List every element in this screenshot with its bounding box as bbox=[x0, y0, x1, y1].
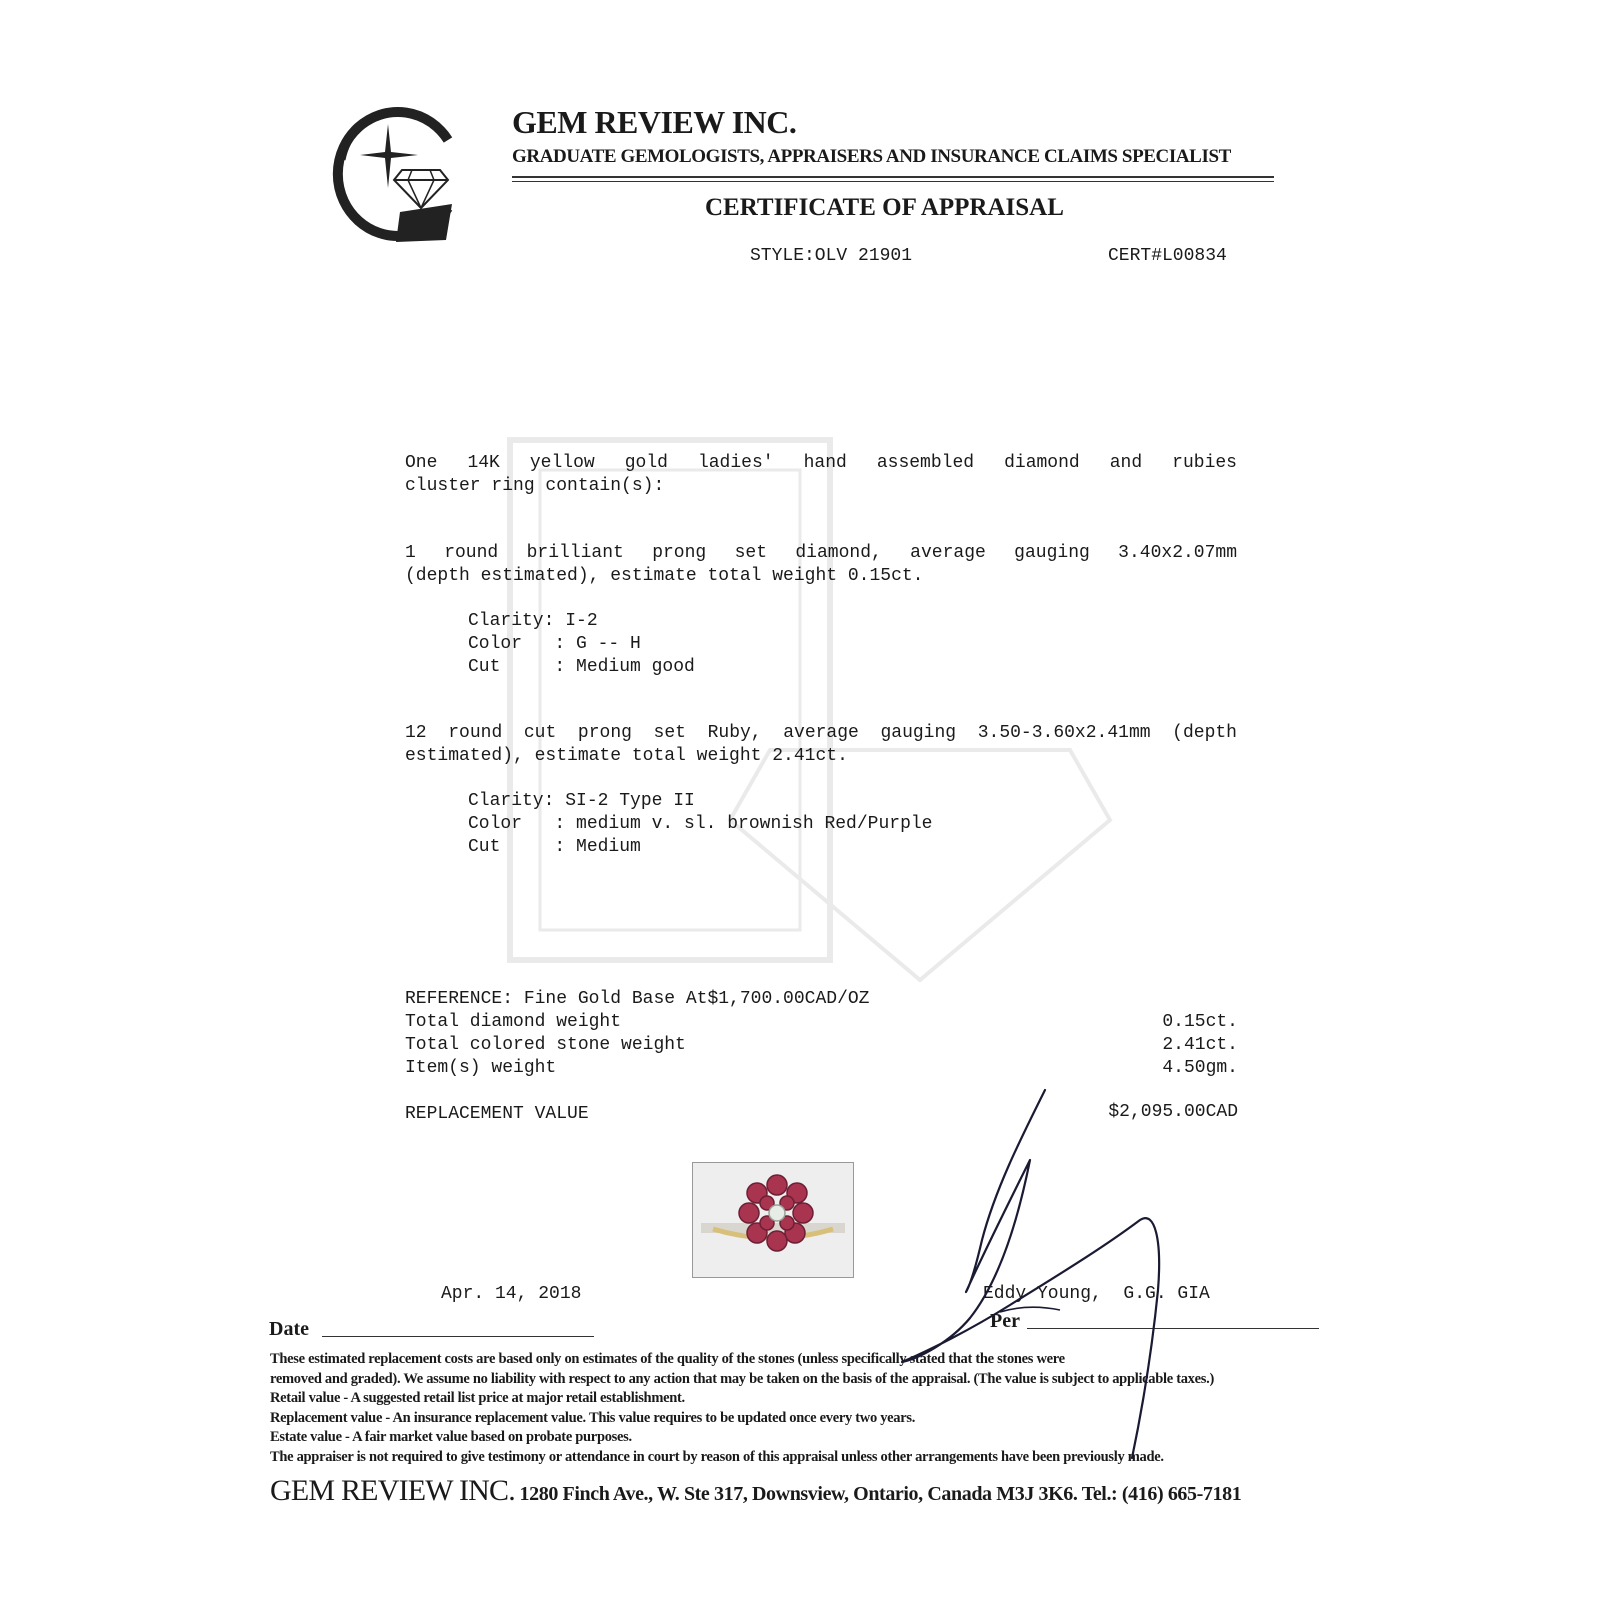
style-number: STYLE:OLV 21901 bbox=[750, 246, 913, 266]
company-logo bbox=[330, 100, 460, 250]
company-tagline: GRADUATE GEMOLOGISTS, APPRAISERS AND INSURANCE CLAIMS SPECIALIST bbox=[512, 146, 1231, 167]
per-label: Per bbox=[990, 1310, 1020, 1332]
ruby-color: Color : medium v. sl. brownish Red/Purple bbox=[468, 814, 933, 834]
item-description-line2: cluster ring contain(s): bbox=[405, 476, 665, 496]
footer-company-name: GEM REVIEW INC. bbox=[270, 1474, 515, 1507]
header-rule-thin bbox=[512, 181, 1274, 182]
disclaimer-line: Retail value - A suggested retail list price at major retail establishment. bbox=[270, 1390, 685, 1406]
company-name: GEM REVIEW INC. bbox=[512, 104, 797, 140]
diamond-cut: Cut : Medium good bbox=[468, 657, 695, 677]
replacement-value-label: REPLACEMENT VALUE bbox=[405, 1104, 589, 1124]
ruby-cut: Cut : Medium bbox=[468, 837, 641, 857]
footer bbox=[270, 1474, 1241, 1508]
summary-value: 4.50gm. bbox=[1162, 1058, 1238, 1078]
ring-image bbox=[693, 1163, 853, 1277]
appraiser-name: Eddy Young, G.G. GIA bbox=[983, 1284, 1210, 1304]
diamond-clarity: Clarity: I-2 bbox=[468, 611, 598, 631]
footer-address: 1280 Finch Ave., W. Ste 317, Downsview, Ontario, Canada M3J 3K6. Tel.: (416) 665-7181 bbox=[514, 1483, 1242, 1505]
disclaimer-line: These estimated replacement costs are based only on estimates of the quality of the stones (unless specifically stated that the stones were bbox=[270, 1351, 1065, 1367]
item-description-line1: One 14K yellow gold ladies' hand assembled diamond and rubies bbox=[405, 453, 1237, 473]
date-label: Date bbox=[269, 1318, 309, 1340]
summary-label: Total diamond weight bbox=[405, 1012, 622, 1032]
watermark-seal bbox=[470, 420, 1120, 1000]
summary-label: Item(s) weight bbox=[405, 1058, 557, 1078]
summary-label: Total colored stone weight bbox=[405, 1035, 686, 1055]
disclaimer-line: Estate value - A fair market value based on probate purposes. bbox=[270, 1429, 632, 1445]
disclaimer-line: removed and graded). We assume no liability with respect to any action that may be taken on the basis of the appraisal. (The value is subject to applicable taxes.) bbox=[270, 1370, 1214, 1387]
ruby-description-line1: 12 round cut prong set Ruby, average gauging 3.50-3.60x2.41mm (depth bbox=[405, 723, 1237, 743]
certificate-number: CERT#L00834 bbox=[1108, 246, 1227, 266]
gold-reference: REFERENCE: Fine Gold Base At$1,700.00CAD/OZ bbox=[405, 989, 870, 1009]
diamond-color: Color : G -- H bbox=[468, 634, 641, 654]
diamond-description-line1: 1 round brilliant prong set diamond, average gauging 3.40x2.07mm bbox=[405, 543, 1237, 563]
replacement-value-amount: $2,095.00CAD bbox=[1108, 1102, 1238, 1122]
certificate-title: CERTIFICATE OF APPRAISAL bbox=[705, 194, 1064, 221]
header-rule bbox=[512, 176, 1274, 178]
diamond-description-line2: (depth estimated), estimate total weight 0.15ct. bbox=[405, 566, 924, 586]
date-line bbox=[322, 1336, 594, 1337]
ruby-description-line2: estimated), estimate total weight 2.41ct. bbox=[405, 746, 848, 766]
disclaimer-line: The appraiser is not required to give testimony or attendance in court by reason of this appraisal unless other arrangements have been previously made. bbox=[270, 1448, 1164, 1465]
appraisal-date: Apr. 14, 2018 bbox=[441, 1284, 582, 1304]
summary-value: 2.41ct. bbox=[1162, 1035, 1238, 1055]
disclaimer-line: Replacement value - An insurance replacement value. This value requires to be updated once every two years. bbox=[270, 1409, 916, 1426]
ring-photo bbox=[692, 1162, 854, 1278]
handwritten-signature bbox=[900, 1080, 1220, 1460]
summary-value: 0.15ct. bbox=[1162, 1012, 1238, 1032]
ruby-clarity: Clarity: SI-2 Type II bbox=[468, 791, 695, 811]
